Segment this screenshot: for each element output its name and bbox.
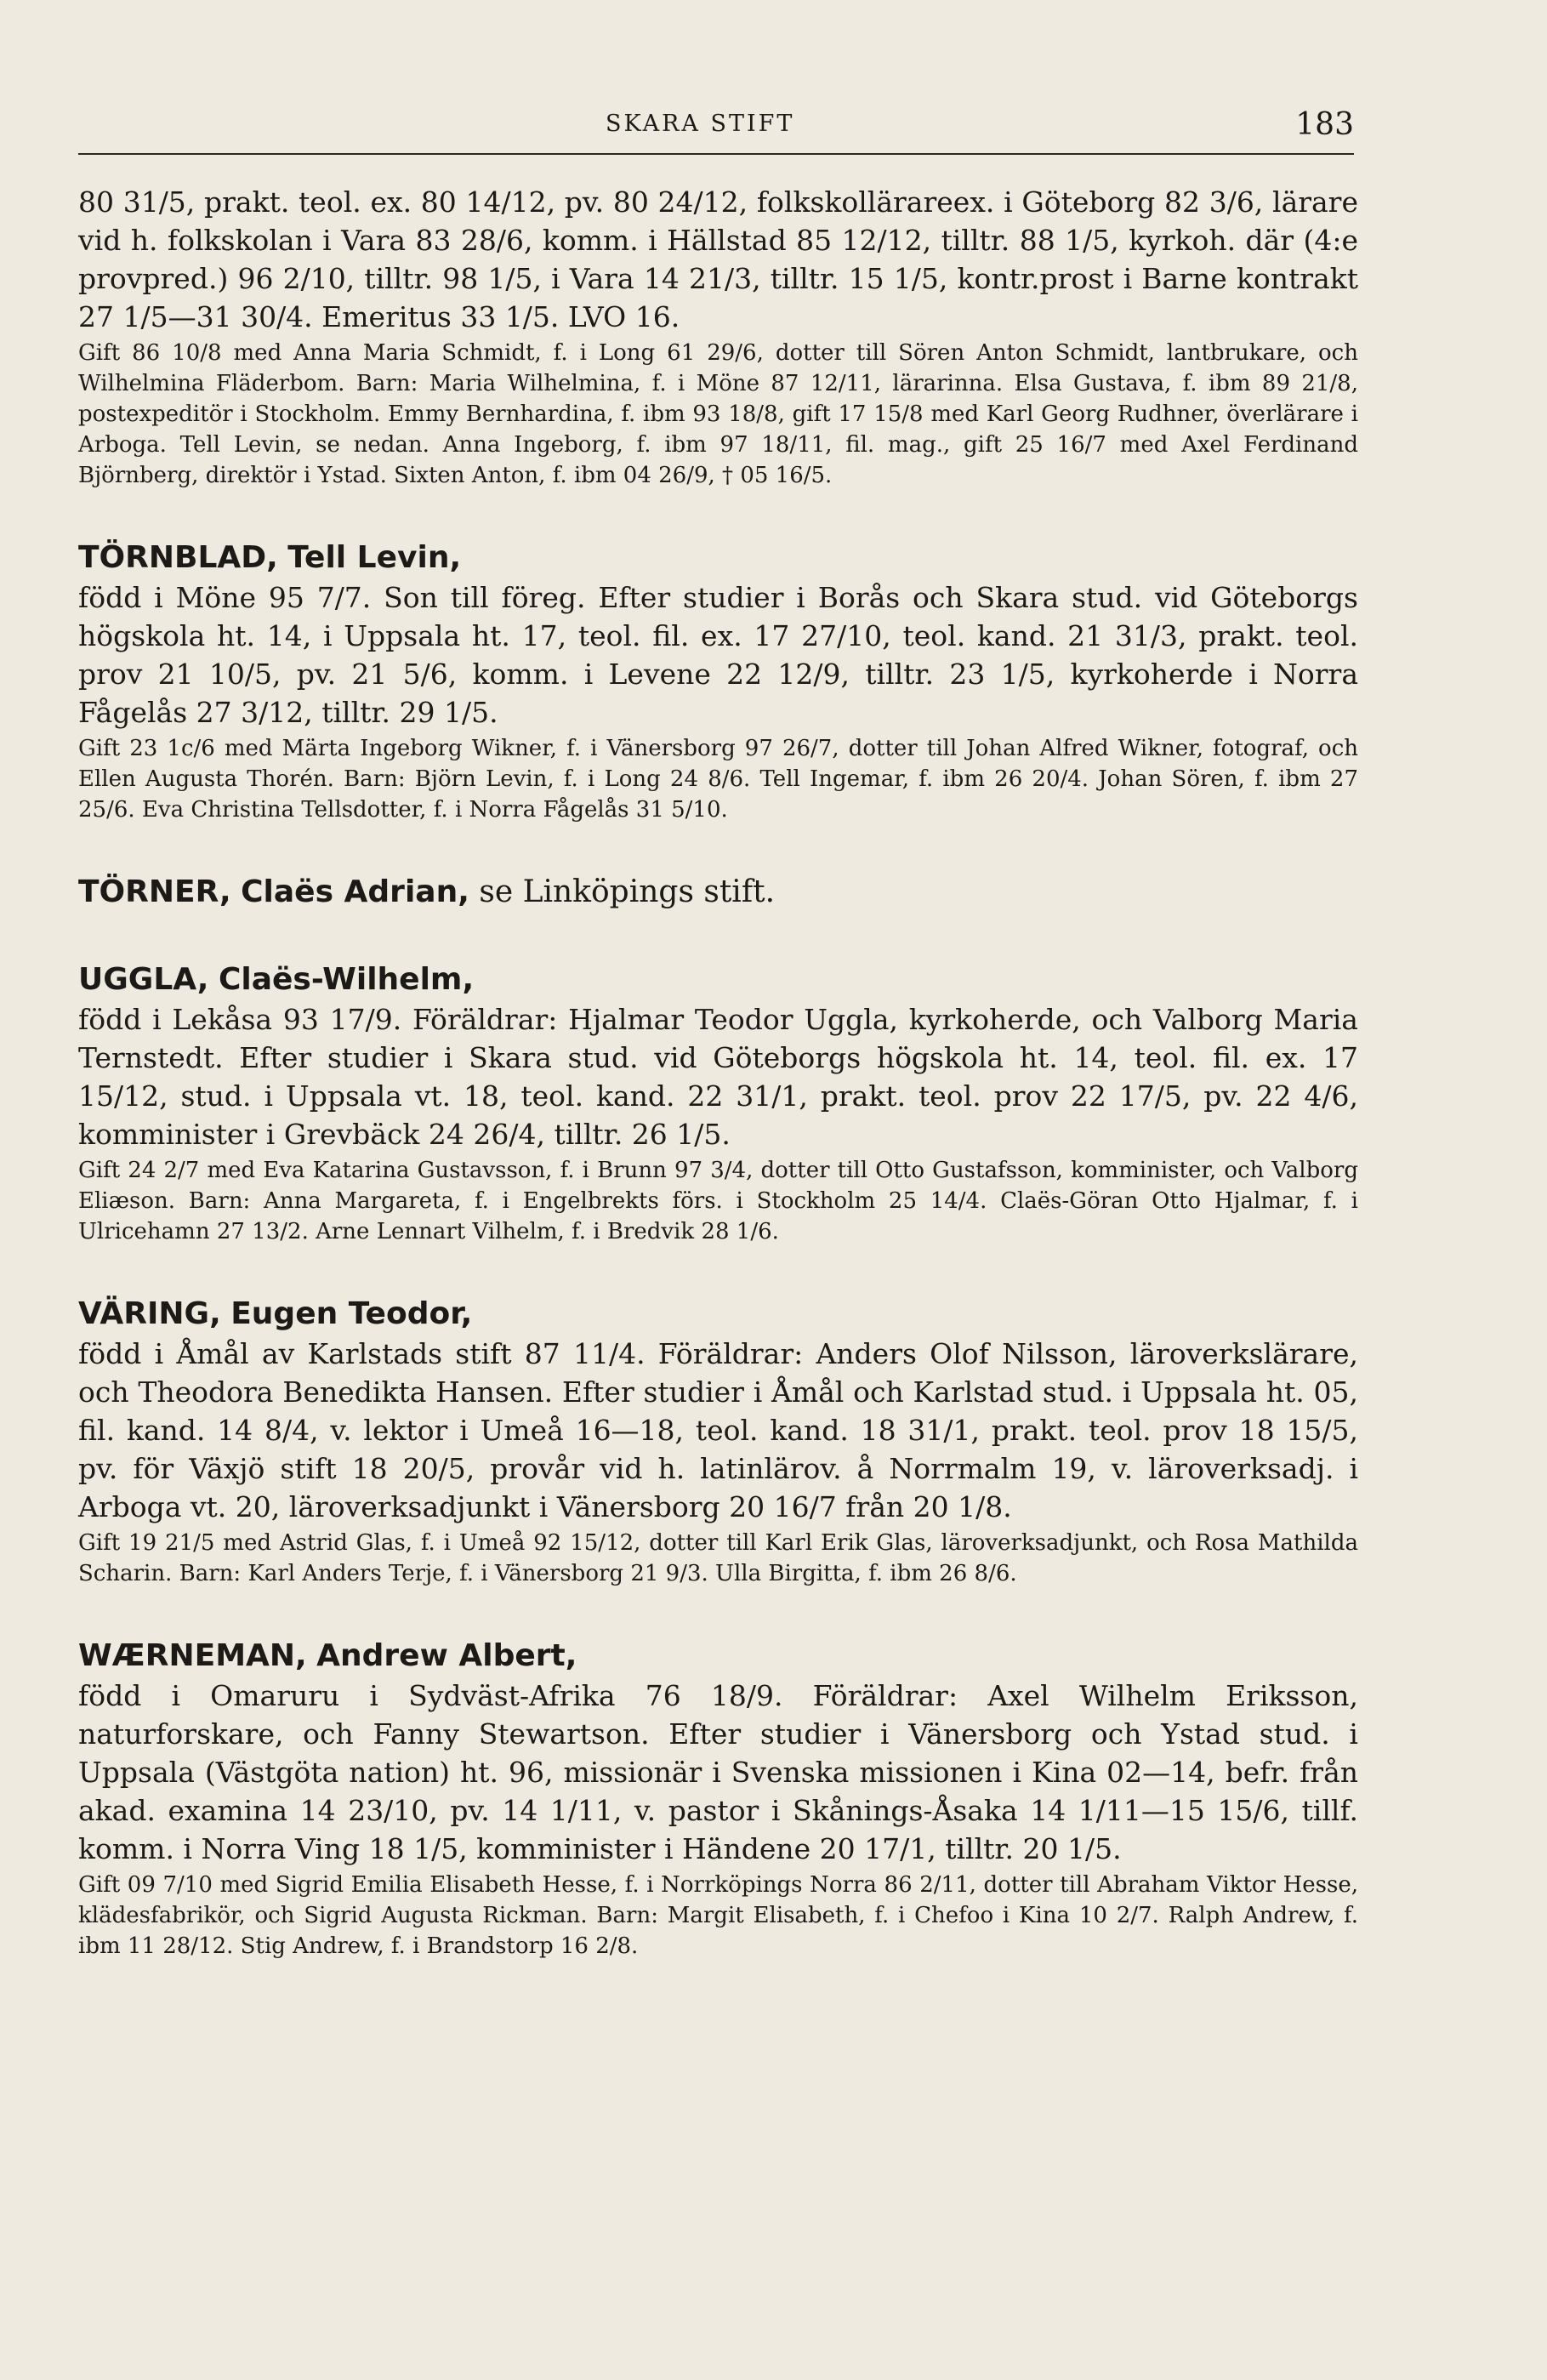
entry-main-text: född i Möne 95 7/7. Son till föreg. Efter studier i Borås och Skara stud. vid Göteborgs högskola ht. 14, i Uppsala ht. 17, teol. fil. ex. 17 27/10, teol. kand. 21 31/3, prakt. teol. prov 21 10/5, pv. 21 5/6, komm. i Levene 22 12/9, tilltr. 23 1/5, kyrkoherde i Norra Fågelås 27 3/12, tilltr. 29 1/5. [78,581,1358,729]
entry-family-text: Gift 23 1c/6 med Märta Ingeborg Wikner, f. i Vänersborg 97 26/7, dotter till Johan Alfred Wikner, fotograf, och Ellen Augusta Thorén. Barn: Björn Levin, f. i Long 24 8/6. Tell Ingemar, f. ibm 26 20/4. Johan Sören, f. ibm 27 25/6. Eva Christina Tellsdotter, f. i Norra Fågelås 31 5/10. [78,736,1358,823]
entry-family-text: Gift 19 21/5 med Astrid Glas, f. i Umeå 92 15/12, dotter till Karl Erik Glas, läroverksadjunkt, och Rosa Mathilda Scharin. Barn: Karl Anders Terje, f. i Vänersborg 21 9/3. Ulla Birgitta, f. ibm 26 8/6. [78,1530,1358,1586]
entry-heading [78,538,1358,578]
running-title: SKARA STIFT [606,111,795,137]
entry-main-text: född i Lekåsa 93 17/9. Föräldrar: Hjalmar Teodor Uggla, kyrkoherde, och Valborg Maria Ternstedt. Efter studier i Skara stud. vid Göteborgs högskola ht. 14, teol. fil. ex. 17 15/12, stud. i Uppsala vt. 18, teol. kand. 22 31/1, prakt. teol. prov 22 17/5, pv. 22 4/6, komminister i Grevbäck 24 26/4, tilltr. 26 1/5. [78,1003,1358,1151]
entry-family-text: Gift 24 2/7 med Eva Katarina Gustavsson, f. i Brunn 97 3/4, dotter till Otto Gustafsson, komminister, och Valborg Eliæson. Barn: Anna Margareta, f. i Engelbrekts förs. i Stockholm 25 14/4. Claës-Göran Otto Hjalmar, f. i Ulricehamn 27 13/2. Arne Lennart Vilhelm, f. i Bredvik 28 1/6. [78,1158,1358,1244]
entry-surname: WÆRNEMAN, [78,1638,307,1673]
entry-surname: VÄRING, [78,1296,221,1331]
entry-given-name: Claës-Wilhelm, [218,962,475,997]
entry-continued [78,183,1358,491]
entry-heading [78,1294,1358,1335]
entry-given-name: Andrew Albert, [316,1638,577,1673]
entry-torner [78,872,1358,913]
entry-main-text: 80 31/5, prakt. teol. ex. 80 14/12, pv. 80 24/12, folkskollärareex. i Göteborg 82 3/6, lärare vid h. folkskolan i Vara 83 28/6, komm. i Hällstad 85 12/12, tilltr. 88 1/5, kyrkoh. där (4:e provpred.) 96 2/10, tilltr. 98 1/5, i Vara 14 21/3, tilltr. 15 1/5, kontr.prost i Barne kontrakt 27 1/5—31 30/4. Emeritus 33 1/5. LVO 16. [78,185,1358,333]
entry-waerneman [78,1636,1358,1962]
entry-surname: TÖRNBLAD, [78,540,278,575]
entry-main-text: född i Omaruru i Sydväst-Afrika 76 18/9. Föräldrar: Axel Wilhelm Eriksson, naturforskare, och Fanny Stewartson. Efter studier i Vänersborg och Ystad stud. i Uppsala (Västgöta nation) ht. 96, missionär i Svenska missionen i Kina 02—14, befr. från akad. examina 14 23/10, pv. 14 1/11, v. pastor i Skånings-Åsaka 14 1/11—15 15/6, tillf. komm. i Norra Ving 18 1/5, komminister i Händene 20 17/1, tilltr. 20 1/5. [78,1679,1358,1865]
entry-given-name: Eugen Teodor, [230,1296,473,1331]
entry-given-name: Claës Adrian, [241,874,469,909]
entry-family-text: Gift 86 10/8 med Anna Maria Schmidt, f. i Long 61 29/6, dotter till Sören Anton Schmidt, lantbrukare, och Wilhelmina Fläderbom. Barn: Maria Wilhelmina, f. i Möne 87 12/11, lärarinna. Elsa Gustava, f. ibm 89 21/8, postexpeditör i Stockholm. Emmy Bernhardina, f. ibm 93 18/8, gift 17 15/8 med Karl Georg Rudhner, överlärare i Arboga. Tell Levin, se nedan. Anna Ingeborg, f. ibm 97 18/11, fil. mag., gift 25 16/7 med Axel Ferdinand Björnberg, direktör i Ystad. Sixten Anton, f. ibm 04 26/9, † 05 16/5. [78,340,1358,488]
entry-family-text: Gift 09 7/10 med Sigrid Emilia Elisabeth Hesse, f. i Norrköpings Norra 86 2/11, dotter till Abraham Viktor Hesse, klädesfabrikör, och Sigrid Augusta Rickman. Barn: Margit Elisabeth, f. i Chefoo i Kina 10 2/7. Ralph Andrew, f. ibm 11 28/12. Stig Andrew, f. i Brandstorp 16 2/8. [78,1872,1358,1959]
entry-heading [78,872,1358,913]
entry-tornblad [78,538,1358,825]
page-content [78,183,1358,2008]
running-header [78,100,1354,155]
entry-main-text: född i Åmål av Karlstads stift 87 11/4. Föräldrar: Anders Olof Nilsson, läroverkslärare, och Theodora Benedikta Hansen. Efter studier i Åmål och Karlstad stud. i Uppsala ht. 05, fil. kand. 14 8/4, v. lektor i Umeå 16—18, teol. kand. 18 31/1, prakt. teol. prov 18 15/5, pv. för Växjö stift 18 20/5, provår vid h. latinlärov. å Norrmalm 19, v. läroverksadj. i Arboga vt. 20, läroverksadjunkt i Vänersborg 20 16/7 från 20 1/8. [78,1337,1358,1523]
entry-uggla [78,959,1358,1247]
entry-given-name: Tell Levin, [287,540,462,575]
page-number: 183 [1295,107,1354,142]
entry-cross-reference: se Linköpings stift. [479,874,776,909]
entry-varing [78,1294,1358,1589]
entry-heading [78,1636,1358,1677]
entry-surname: TÖRNER, [78,874,231,909]
entry-heading [78,959,1358,1000]
entry-surname: UGGLA, [78,962,209,997]
